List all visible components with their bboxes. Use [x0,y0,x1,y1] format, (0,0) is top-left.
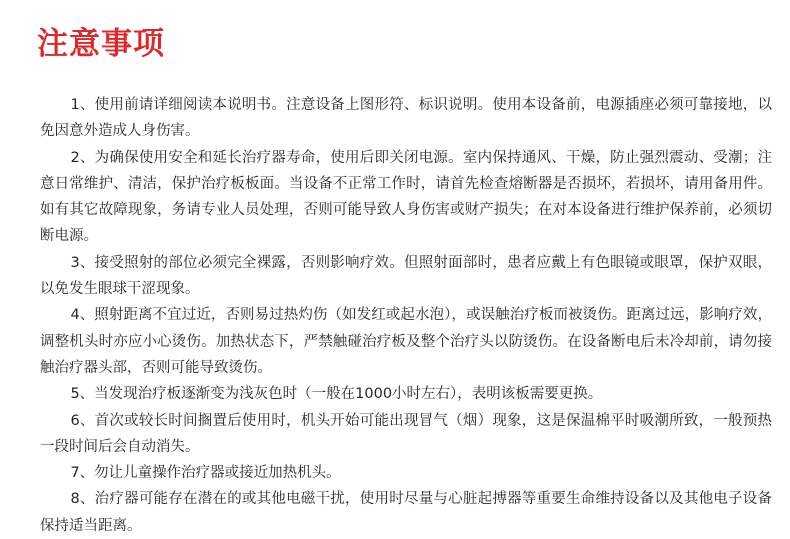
page-title: 注意事项 [37,26,165,62]
notice-item-2: 2、为确保使用安全和延长治疗器寿命，使用后即关闭电源。室内保持通风、干燥，防止强烈震动、受潮；注意日常维护、清洁，保护治疗板板面。当设备不正常工作时，请首先检查熔断器是否损坏，若损坏，请用备用件。如有其它故障现象，务请专业人员处理，否则可能导致人身伤害或财产损失；在对本设备进行维护保养前，必须切断电源。 [40,149,772,245]
notice-item-8: 8、治疗器可能存在潜在的或其他电磁干扰，使用时尽量与心脏起搏器等重要生命维持设备以及其他电子设备保持适当距离。 [40,491,772,534]
notice-item-4: 4、照射距离不宜过近，否则易过热灼伤（如发红或起水泡），或误触治疗板而被烫伤。距离过远，影响疗效，调整机头时亦应小心烫伤。加热状态下，严禁触碰治疗板及整个治疗头以防烫伤。在设备断电后未冷却前，请勿接触治疗器头部，否则可能导致烫伤。 [40,307,772,376]
notice-list [40,92,772,539]
notice-item-1: 1、使用前请详细阅读本说明书。注意设备上图形符、标识说明。使用本设备前，电源插座必须可靠接地，以免因意外造成人身伤害。 [40,97,772,140]
notice-item-5: 5、当发现治疗板逐渐变为浅灰色时（一般在1000小时左右），表明该板需要更换。 [70,386,603,403]
notice-item-7: 7、勿让儿童操作治疗器或接近加热机头。 [70,465,341,482]
notice-item-6: 6、首次或较长时间搁置后使用时，机头开始可能出现冒气（烟）现象，这是保温棉平时吸潮所致，一般预热一段时间后会自动消失。 [40,412,772,455]
notice-item-3: 3、接受照射的部位必须完全裸露，否则影响疗效。但照射面部时，患者应戴上有色眼镜或眼罩，保护双眼，以免发生眼球干涩现象。 [40,254,772,298]
